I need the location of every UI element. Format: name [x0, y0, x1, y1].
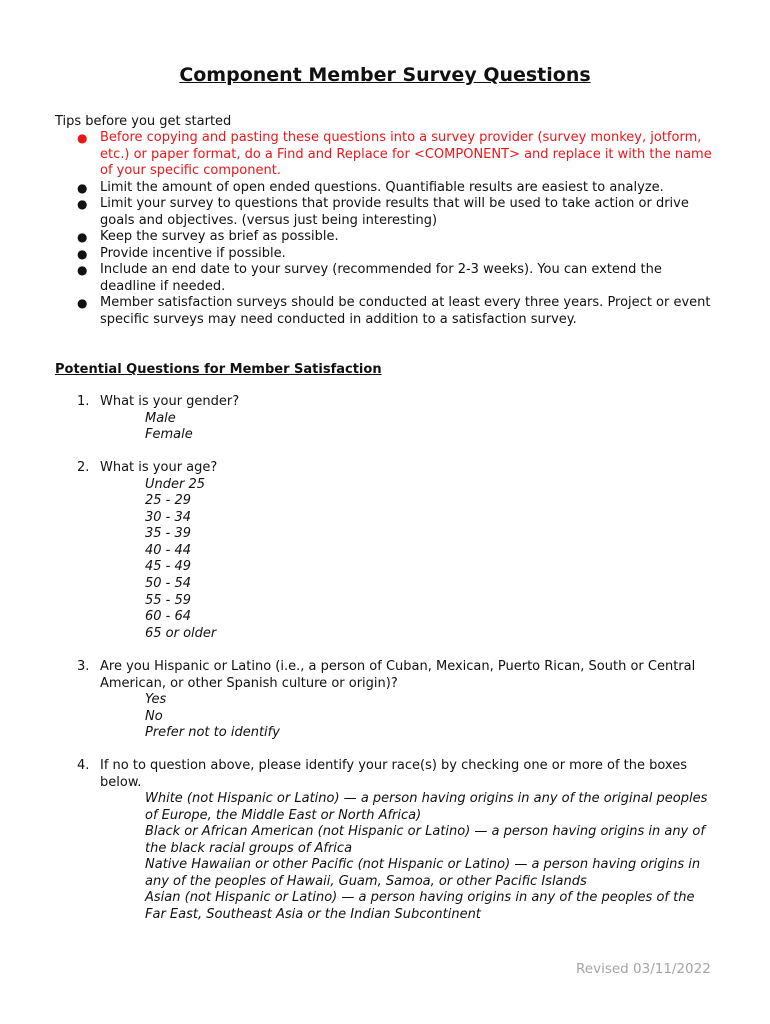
answer-options	[55, 791, 715, 923]
question-stem	[55, 460, 715, 477]
question-number: 2.	[77, 460, 90, 475]
question-4	[55, 758, 715, 923]
question-stem	[55, 758, 715, 791]
tip-item	[55, 196, 720, 229]
section-heading: Potential Questions for Member Satisfaction	[55, 362, 382, 377]
page-title: Component Member Survey Questions	[179, 64, 591, 86]
answer-option: Under 25	[145, 476, 206, 492]
tip-item	[55, 130, 720, 180]
question-number: 1.	[77, 394, 90, 409]
answer-option: 30 - 34	[145, 509, 192, 525]
answer-option: 40 - 44	[145, 542, 192, 558]
answer-option: 45 - 49	[145, 559, 192, 575]
answer-options	[55, 692, 715, 742]
tip-item	[55, 229, 720, 246]
answer-option: Female	[145, 427, 193, 443]
question-text: What is your age?	[100, 460, 218, 475]
question-3	[55, 659, 715, 742]
answer-option: Native Hawaiian or other Pacific (not Hispanic or Latino) — a person having origins in any of the peoples of Hawaii, Guam, Samoa, or other Pacific Islands	[145, 857, 701, 889]
question-text: If no to question above, please identify your race(s) by checking one or more of the boxes below.	[100, 758, 687, 790]
answer-option: Male	[145, 410, 176, 426]
question-stem	[55, 394, 715, 411]
answer-option: Asian (not Hispanic or Latino) — a person having origins in any of the peoples of the Far East, Southeast Asia or the Indian Subcontinent	[145, 890, 695, 922]
bullet-icon: ●	[77, 246, 88, 261]
question-1	[55, 394, 715, 444]
tip-item	[55, 246, 720, 263]
answer-options	[55, 477, 715, 643]
answer-option: Yes	[145, 692, 167, 707]
answer-option: White (not Hispanic or Latino) — a person having origins in any of the original peoples of Europe, the Middle East or North Africa)	[145, 791, 708, 823]
bullet-icon: ●	[77, 263, 88, 277]
question-2	[55, 460, 715, 642]
tip-item	[55, 295, 720, 328]
tip-text: Provide incentive if possible.	[100, 245, 286, 261]
answer-option: No	[145, 708, 163, 724]
answer-option: 60 - 64	[145, 609, 192, 625]
answer-option: 55 - 59	[145, 592, 192, 608]
question-text: Are you Hispanic or Latino (i.e., a person of Cuban, Mexican, Puerto Rican, South or Central American, or other Spanish culture or origin)?	[100, 659, 696, 691]
answer-option: Black or African American (not Hispanic or Latino) — a person having origins in any of the black racial groups of Africa	[145, 824, 705, 856]
bullet-icon: ●	[77, 131, 88, 145]
tip-text: Limit your survey to questions that provide results that will be used to take action or drive goals and objectives. (versus just being interesting)	[100, 196, 689, 228]
tips-heading: Tips before you get started	[55, 114, 232, 129]
tip-text: Include an end date to your survey (recommended for 2-3 weeks). You can extend the deadline if needed.	[100, 262, 662, 294]
bullet-icon: ●	[77, 197, 88, 211]
tip-text: Limit the amount of open ended questions. Quantifiable results are easiest to analyze.	[100, 179, 664, 195]
tip-text: Member satisfaction surveys should be conducted at least every three years. Project or event specific surveys may need conducted in addition to a satisfaction survey.	[100, 295, 711, 327]
answer-option: 25 - 29	[145, 493, 192, 509]
revision-date: Revised 03/11/2022	[576, 961, 711, 977]
answer-option: Prefer not to identify	[145, 725, 280, 741]
answer-option: 65 or older	[145, 625, 217, 641]
question-number: 4.	[77, 758, 90, 773]
bullet-icon: ●	[77, 296, 88, 310]
bullet-icon: ●	[77, 180, 88, 195]
tip-item	[55, 180, 720, 197]
question-number: 3.	[77, 659, 90, 674]
answer-option: 50 - 54	[145, 576, 192, 592]
tip-text: Keep the survey as brief as possible.	[100, 229, 339, 244]
bullet-icon: ●	[77, 230, 88, 244]
tip-text: Before copying and pasting these questions into a survey provider (survey monkey, jotform, etc.) or paper format, do a Find and Replace for <COMPONENT> and replace it with the name of your specific component.	[100, 130, 712, 178]
tips-list	[55, 130, 720, 328]
tip-item	[55, 262, 720, 295]
question-text: What is your gender?	[100, 394, 240, 409]
answer-option: 35 - 39	[145, 526, 192, 542]
question-stem	[55, 659, 715, 692]
answer-options	[55, 411, 715, 444]
